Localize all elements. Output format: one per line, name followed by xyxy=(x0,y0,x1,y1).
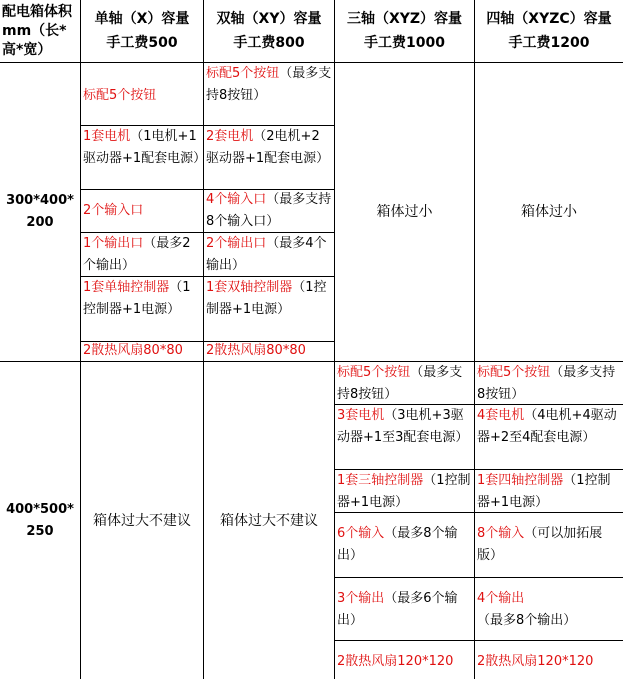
item-highlight: 2个输入口 xyxy=(83,203,144,218)
item-highlight: 2散热风扇120*120 xyxy=(337,654,454,669)
item-detail: （最多8个输出） xyxy=(477,613,577,628)
row1-c1-item xyxy=(81,85,203,107)
col-fee: 手工费1200 xyxy=(508,35,590,51)
col-fee: 手工费500 xyxy=(106,35,178,51)
item-highlight: 4套电机 xyxy=(477,408,525,423)
row2-c2-note: 箱体过大不建议 xyxy=(220,512,318,529)
row1-c1-item xyxy=(81,277,203,321)
row1-c2-item xyxy=(204,126,334,170)
row1-c2-item xyxy=(204,63,334,107)
item-highlight: 3个输出 xyxy=(337,591,385,606)
row1-c1-item xyxy=(81,341,203,361)
row2-c4-item xyxy=(475,362,623,406)
item-detail: （最多2个输出） xyxy=(83,236,191,273)
col-name: 单轴（X）容量 xyxy=(94,11,190,27)
item-detail: （2电机+2驱动器+1配套电源） xyxy=(206,129,330,166)
item-detail: （1电机+1驱动器+1配套电源） xyxy=(83,129,207,166)
row2-c3-item xyxy=(335,405,474,449)
item-detail: （1控制器+1电源） xyxy=(477,473,611,510)
item-detail: （最多支持8个输入口） xyxy=(206,192,332,229)
row2-size: 400*500*250 xyxy=(6,501,74,539)
row2-c4-item xyxy=(475,470,623,514)
col-name: 三轴（XYZ）容量 xyxy=(346,11,463,27)
row1-c4-note: 箱体过小 xyxy=(521,204,577,220)
item-detail: （3电机+3驱动器+1至3配套电源） xyxy=(337,408,469,445)
col-name: 双轴（XY）容量 xyxy=(216,11,322,27)
item-detail: （最多8个输出） xyxy=(337,526,458,563)
row2-c4-item xyxy=(475,651,623,673)
item-highlight: 1套电机 xyxy=(83,129,131,144)
col-name: 四轴（XYZC）容量 xyxy=(486,11,612,27)
item-highlight: 1套单轴控制器 xyxy=(83,280,170,295)
row1-c1-item xyxy=(81,233,203,277)
item-highlight: 标配5个按钮 xyxy=(337,365,411,380)
row2-c3-item xyxy=(335,588,474,632)
row2-c3-item xyxy=(335,523,474,567)
row1-c2-item xyxy=(204,233,334,277)
item-detail: （4电机+4驱动器+2至4配套电源） xyxy=(477,408,617,445)
row2-c3-item xyxy=(335,362,474,406)
header-col-quad-axis xyxy=(475,0,623,62)
row1-c1-item xyxy=(81,126,207,170)
item-detail: （可以加拓展版） xyxy=(477,526,603,563)
item-highlight: 3套电机 xyxy=(337,408,385,423)
item-detail: （1控制器+1电源） xyxy=(206,280,327,317)
row2-c1-note: 箱体过大不建议 xyxy=(93,512,191,529)
item-highlight: 2套电机 xyxy=(206,129,254,144)
item-detail: （1控制器+1电源） xyxy=(83,280,191,317)
header-col-dual-axis xyxy=(204,0,334,62)
header-col-single-axis xyxy=(81,0,203,62)
item-detail: （最多支持8按钮） xyxy=(337,365,463,402)
item-highlight: 1套三轴控制器 xyxy=(337,473,424,488)
item-highlight: 2散热风扇120*120 xyxy=(477,654,594,669)
item-highlight: 2个输出口 xyxy=(206,236,267,251)
grid-line xyxy=(334,640,623,641)
item-highlight: 8个输入 xyxy=(477,526,525,541)
item-highlight: 2散热风扇80*80 xyxy=(83,343,183,358)
item-highlight: 4个输出 xyxy=(477,591,525,606)
item-highlight: 标配5个按钮 xyxy=(206,66,280,81)
header-col-triple-axis xyxy=(335,0,474,62)
item-highlight: 标配5个按钮 xyxy=(83,88,157,103)
item-highlight: 1个输出口 xyxy=(83,236,144,251)
grid-line xyxy=(334,577,623,578)
item-highlight: 1套四轴控制器 xyxy=(477,473,564,488)
item-highlight: 4个输入口 xyxy=(206,192,267,207)
col-fee: 手工费1000 xyxy=(364,35,445,51)
row1-c2-item xyxy=(204,277,334,321)
row2-c3-item xyxy=(335,651,474,673)
row2-c3-item xyxy=(335,470,474,514)
row2-c4-item xyxy=(475,405,623,449)
row1-c2-item xyxy=(204,341,334,361)
header-size-label: 配电箱体积mm（长*高*宽） xyxy=(2,4,72,58)
item-highlight: 1套双轴控制器 xyxy=(206,280,293,295)
item-detail: （最多6个输出） xyxy=(337,591,458,628)
item-detail: （最多支持8按钮） xyxy=(206,66,332,103)
item-highlight: 标配5个按钮 xyxy=(477,365,551,380)
row2-c4-item xyxy=(475,588,623,632)
item-detail: （最多4个输出） xyxy=(206,236,327,273)
item-detail: （1控制器+1电源） xyxy=(337,473,471,510)
row1-c1-item xyxy=(81,200,203,222)
row2-c4-item xyxy=(475,523,623,567)
item-detail: （最多支持8按钮） xyxy=(477,365,616,402)
col-fee: 手工费800 xyxy=(233,35,305,51)
row1-c3-note: 箱体过小 xyxy=(376,204,433,220)
item-highlight: 2散热风扇80*80 xyxy=(206,343,306,358)
item-highlight: 6个输入 xyxy=(337,526,385,541)
row1-size: 300*400*200 xyxy=(6,193,74,230)
row1-c2-item xyxy=(204,189,334,233)
